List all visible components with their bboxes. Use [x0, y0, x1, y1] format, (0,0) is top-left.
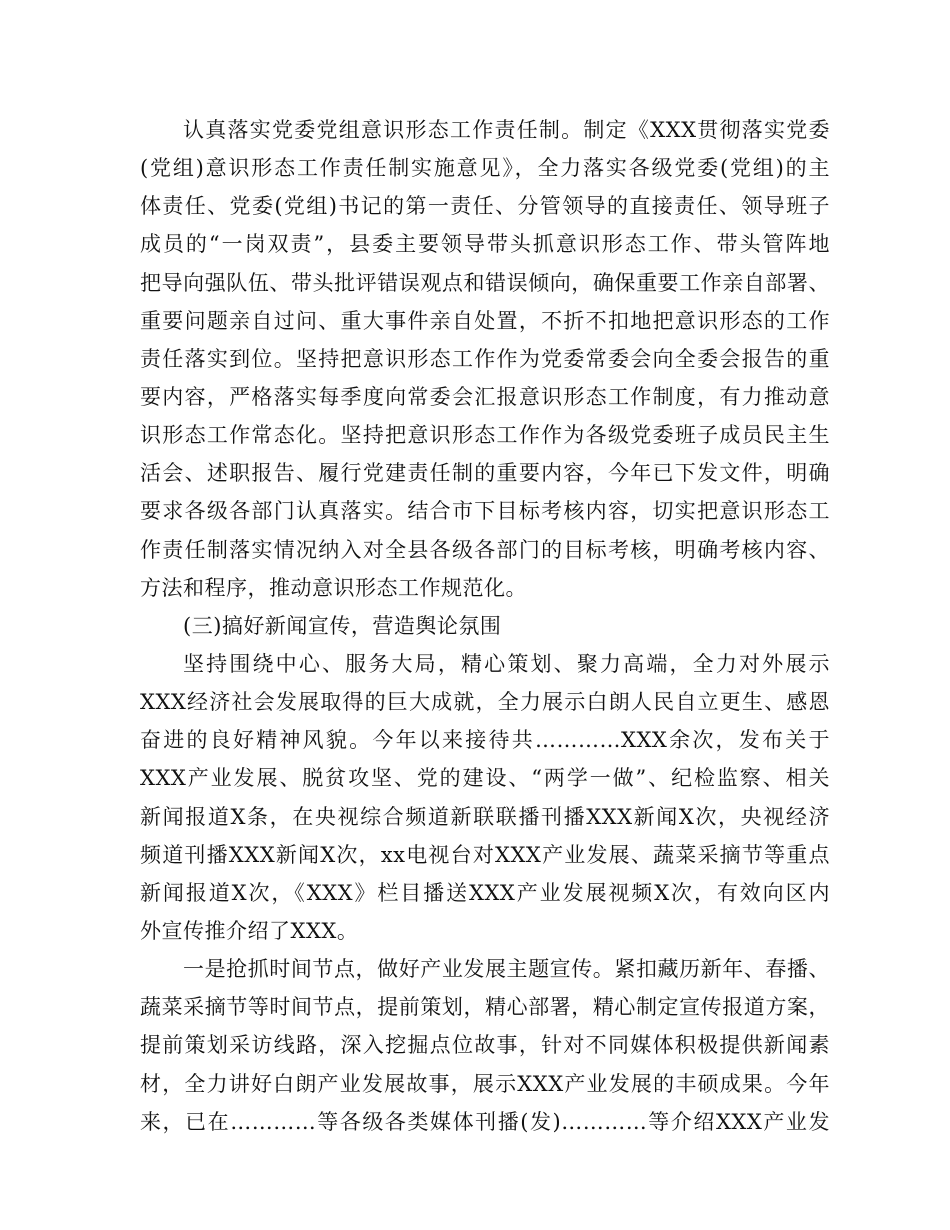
text-line: 活会、述职报告、履行党建责任制的重要内容，今年已下发文件，明确: [140, 461, 830, 486]
document-body: [140, 111, 830, 1141]
text-line: XXX产业发展、脱贫攻坚、党的建设、“两学一做”、纪检监察、相关: [140, 766, 830, 791]
text-line: 成员的“一岗双责”，县委主要领导带头抓意识形态工作、带头管阵地: [140, 232, 830, 257]
text-line: 外宣传推介绍了XXX。: [140, 918, 359, 943]
text-line: 认真落实党委党组意识形态工作责任制。制定《XXX贯彻落实党委: [183, 118, 830, 142]
text-line: 新闻报道X次，《XXX》栏目播送XXX产业发展视频X次，有效向区内: [140, 880, 830, 905]
text-line: 作责任制落实情况纳入对全县各级各部门的目标考核，明确考核内容、: [140, 537, 830, 562]
text-line: XXX经济社会发展取得的巨大成就，全力展示白朗人民自立更生、感恩: [140, 690, 830, 715]
text-line: 提前策划采访线路，深入挖掘点位故事，针对不同媒体积极提供新闻素: [140, 1033, 830, 1058]
text-line: 新闻报道X条，在央视综合频道新联联播刊播XXX新闻X次，央视经济: [140, 804, 830, 829]
text-line: 责任落实到位。坚持把意识形态工作作为党委常委会向全委会报告的重: [140, 346, 830, 371]
text-line: 方法和程序，推动意识形态工作规范化。: [140, 575, 527, 600]
text-line: (党组)意识形态工作责任制实施意见》，全力落实各级党委(党组)的主: [140, 156, 830, 181]
text-line: 识形态工作常态化。坚持把意识形态工作作为各级党委班子成员民主生: [140, 423, 830, 448]
text-line: 坚持围绕中心、服务大局，精心策划、聚力高端，全力对外展示: [183, 651, 830, 676]
text-line: 蔬菜采摘节等时间节点，提前策划，精心部署，精心制定宣传报道方案，: [140, 995, 830, 1020]
text-line: 奋进的良好精神风貌。今年以来接待共…………XXX余次，发布关于: [140, 728, 830, 753]
text-line: 重要问题亲自过问、重大事件亲自处置，不折不扣地把意识形态的工作: [140, 308, 830, 333]
text-line: 要内容，严格落实每季度向常委会汇报意识形态工作制度，有力推动意: [140, 384, 830, 409]
text-line: 把导向强队伍、带头批评错误观点和错误倾向，确保重要工作亲自部署、: [140, 270, 830, 295]
text-line: 体责任、党委(党组)书记的第一责任、分管领导的直接责任、领导班子: [140, 194, 830, 219]
text-line: 要求各级各部门认真落实。结合市下目标考核内容，切实把意识形态工: [140, 499, 830, 524]
text-line: 频道刊播XXX新闻X次，xx电视台对XXX产业发展、蔬菜采摘节等重点: [140, 842, 830, 867]
text-line: 材，全力讲好白朗产业发展故事，展示XXX产业发展的丰硕成果。今年: [140, 1071, 830, 1096]
text-line: 一是抢抓时间节点，做好产业发展主题宣传。紧扣藏历新年、春播、: [183, 957, 830, 982]
text-line: 来，已在…………等各级各类媒体刊播(发)…………等介绍XXX产业发: [140, 1109, 830, 1134]
section-heading: (三)搞好新闻宣传，营造舆论氛围: [183, 613, 502, 638]
